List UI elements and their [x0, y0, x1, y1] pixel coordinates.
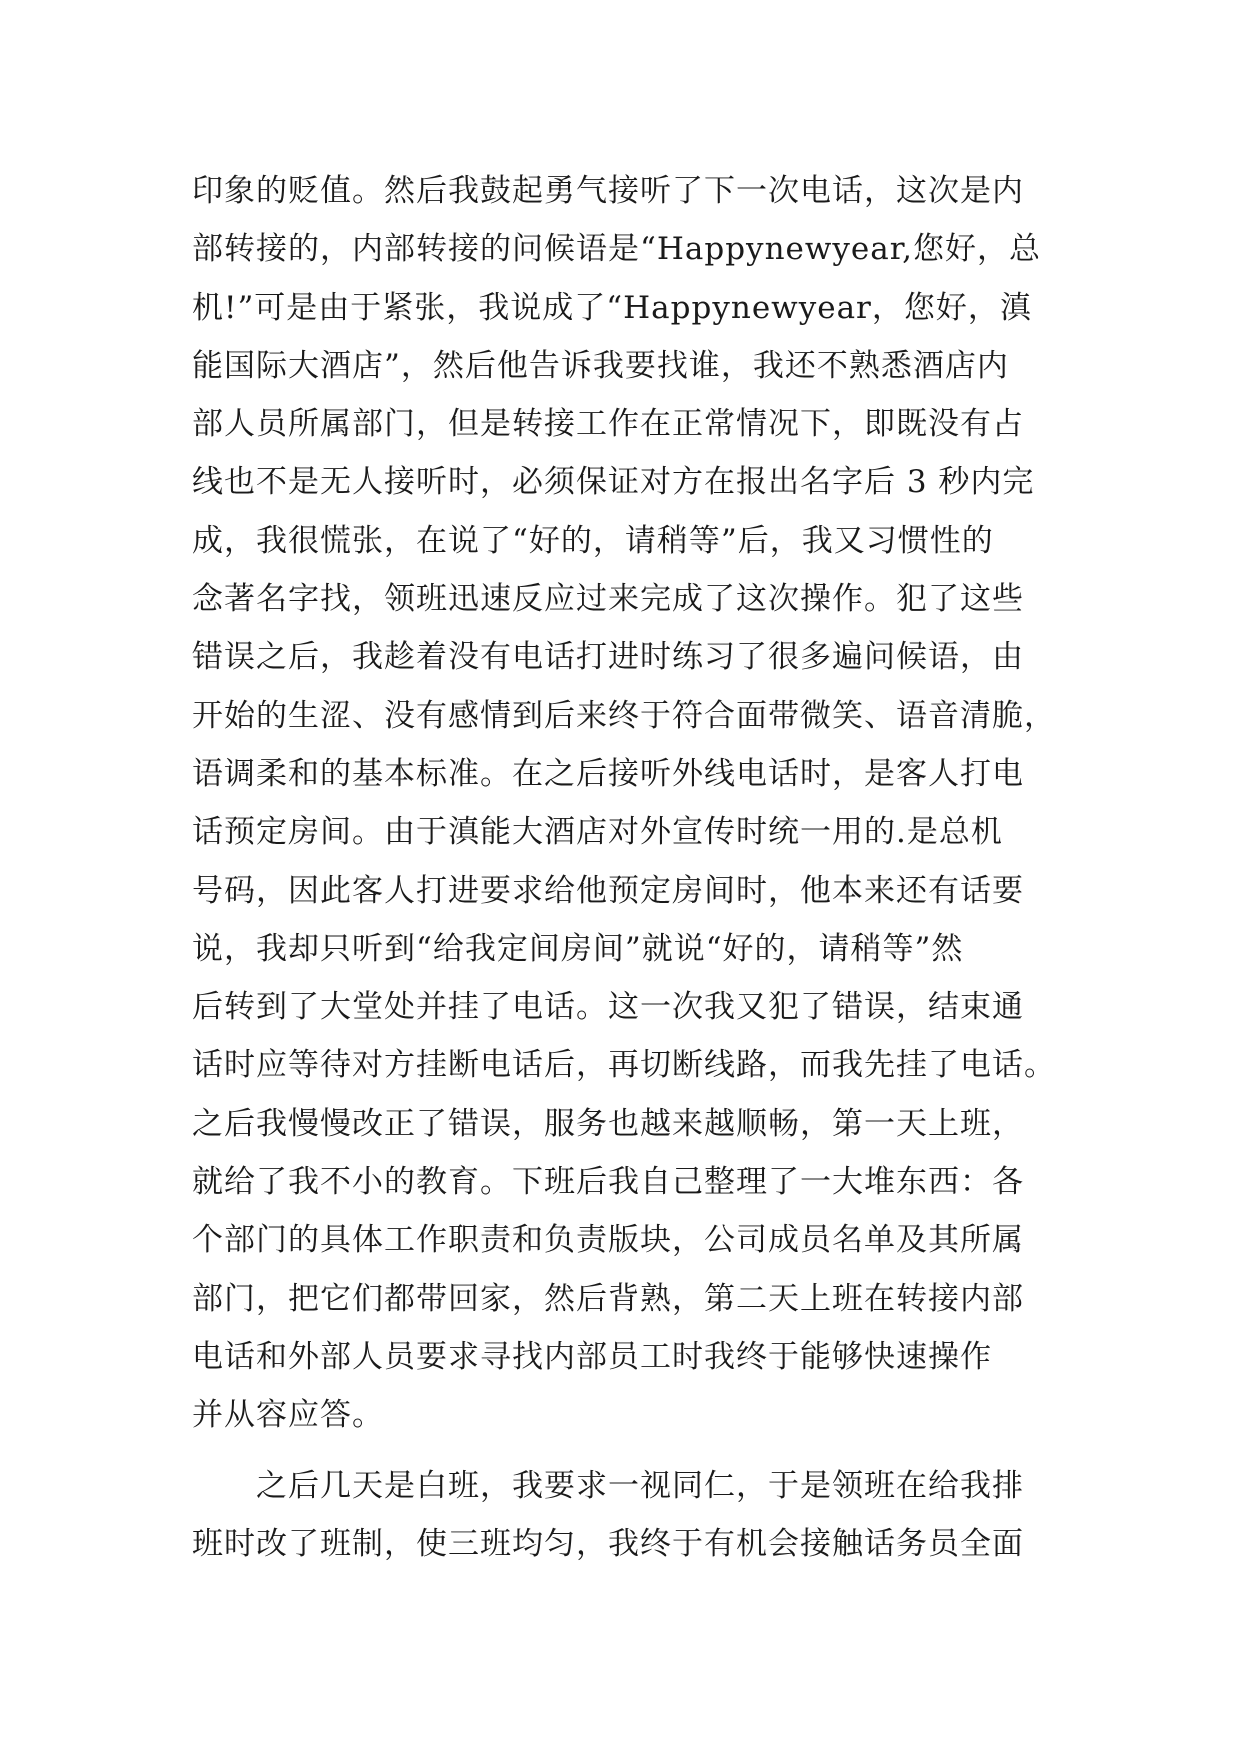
- paragraph-1: [192, 162, 1072, 1445]
- text-line: 印象的贬值。然后我鼓起勇气接听了下一次电话，这次是内: [192, 173, 1024, 209]
- text-line: 并从容应答。: [192, 1397, 384, 1434]
- text-line: 语调柔和的基本标准。在之后接听外线电话时，是客人打电: [192, 755, 1024, 792]
- text-line: 开始的生涩、没有感情到后来终于符合面带微笑、语音清脆，: [192, 697, 1056, 734]
- text-line: 机!”可是由于紧张，我说成了“Happynewyear，您好，滇: [192, 289, 1032, 326]
- text-line: 错误之后，我趁着没有电话打进时练习了很多遍问候语，由: [192, 639, 1024, 676]
- text-line: 就给了我不小的教育。下班后我自己整理了一大堆东西：各: [192, 1164, 1024, 1201]
- text-line: 之后几天是白班，我要求一视同仁，于是领班在给我排: [192, 1467, 1024, 1504]
- text-line: 部门，把它们都带回家，然后背熟，第二天上班在转接内部: [192, 1280, 1024, 1317]
- text-line: 之后我慢慢改正了错误，服务也越来越顺畅，第一天上班，: [192, 1105, 1024, 1142]
- body-text: [192, 162, 1072, 1573]
- text-line: 话时应等待对方挂断电话后，再切断线路，而我先挂了电话。: [192, 1047, 1056, 1084]
- text-line: 个部门的具体工作职责和负责版块，公司成员名单及其所属: [192, 1222, 1024, 1259]
- text-line: 成，我很慌张，在说了“好的，请稍等”后，我又习惯性的: [192, 522, 994, 559]
- paragraph-2: [192, 1457, 1072, 1574]
- text-line: 部人员所属部门，但是转接工作在正常情况下，即既没有占: [192, 406, 1024, 443]
- text-line: 部转接的，内部转接的问候语是“Happynewyear,您好，总: [192, 231, 1042, 268]
- paragraph-gap: [192, 1445, 1072, 1457]
- text-line: 话预定房间。由于滇能大酒店对外宣传时统一用的.是总机: [192, 814, 1003, 851]
- text-line: 电话和外部人员要求寻找内部员工时我终于能够快速操作: [192, 1338, 992, 1375]
- text-line: 念著名字找，领班迅速反应过来完成了这次操作。犯了这些: [192, 581, 1024, 618]
- text-line: 号码，因此客人打进要求给他预定房间时，他本来还有话要: [192, 872, 1024, 909]
- text-line: 能国际大酒店”，然后他告诉我要找谁，我还不熟悉酒店内: [192, 347, 1009, 384]
- text-line: 说，我却只听到“给我定间房间”就说“好的，请稍等”然: [192, 930, 964, 967]
- text-line: 线也不是无人接听时，必须保证对方在报出名字后 3 秒内完: [192, 464, 1035, 501]
- text-line: 班时改了班制，使三班均匀，我终于有机会接触话务员全面: [192, 1525, 1024, 1562]
- text-line: 后转到了大堂处并挂了电话。这一次我又犯了错误，结束通: [192, 989, 1024, 1026]
